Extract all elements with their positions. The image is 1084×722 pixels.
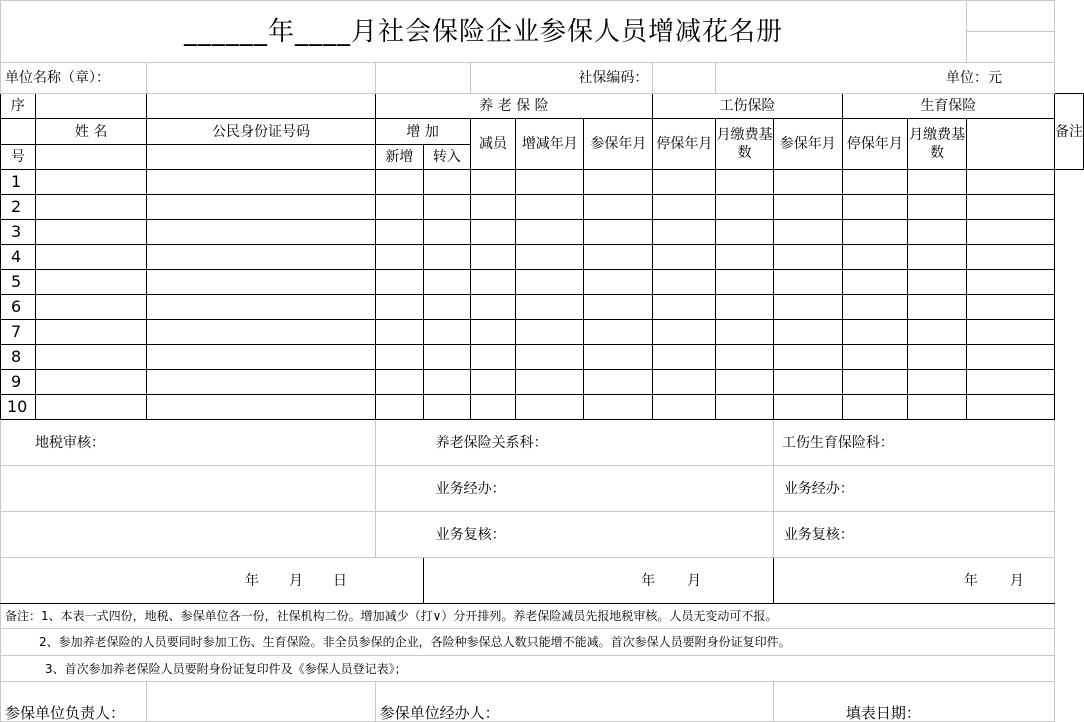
cell[interactable] <box>967 1 1055 32</box>
cell[interactable] <box>584 320 653 345</box>
id-cell[interactable] <box>147 395 375 420</box>
cell[interactable] <box>470 370 516 395</box>
cell[interactable] <box>424 220 471 245</box>
id-cell[interactable] <box>147 170 375 195</box>
injury-header: 工伤保险 <box>653 94 842 119</box>
cell[interactable] <box>584 220 653 245</box>
cell[interactable] <box>967 195 1055 220</box>
cell[interactable] <box>584 270 653 295</box>
cell[interactable] <box>470 170 516 195</box>
cell[interactable] <box>967 370 1055 395</box>
cell[interactable] <box>516 320 584 345</box>
decrease-header: 减员 <box>470 119 516 170</box>
cell[interactable] <box>773 395 842 420</box>
cell[interactable] <box>842 245 908 270</box>
cell[interactable] <box>842 395 908 420</box>
cell[interactable] <box>773 195 842 220</box>
name-cell[interactable] <box>35 195 147 220</box>
cell[interactable] <box>35 94 147 119</box>
new-header: 新增 <box>375 145 424 170</box>
row-number: 2 <box>1 195 36 220</box>
year-label: 年 <box>245 572 259 589</box>
unit-name-label: 单位名称（章）： <box>1 63 147 94</box>
cell[interactable] <box>716 320 774 345</box>
tax-date <box>1 558 424 604</box>
cell[interactable] <box>716 270 774 295</box>
cell[interactable] <box>1 512 376 558</box>
injury-clerk-label: 业务经办： <box>773 466 1054 512</box>
cell[interactable] <box>653 220 716 245</box>
pension-dept-label: 养老保险关系科： <box>375 420 773 466</box>
cell[interactable] <box>967 170 1055 195</box>
cell[interactable] <box>653 245 716 270</box>
cell[interactable] <box>35 145 147 170</box>
cell[interactable] <box>375 345 424 370</box>
id-cell[interactable] <box>147 245 375 270</box>
cell[interactable] <box>516 395 584 420</box>
cell[interactable] <box>584 370 653 395</box>
cell[interactable] <box>908 345 967 370</box>
cell[interactable] <box>584 170 653 195</box>
cell[interactable] <box>716 295 774 320</box>
cell[interactable] <box>584 395 653 420</box>
cell[interactable] <box>424 370 471 395</box>
cell[interactable] <box>470 395 516 420</box>
cell[interactable] <box>967 220 1055 245</box>
cell[interactable] <box>967 345 1055 370</box>
cell[interactable] <box>424 170 471 195</box>
row-number: 8 <box>1 345 36 370</box>
note-3: 3、首次参加养老保险人员要附身份证复印件及《参保人员登记表》； <box>1 656 1055 682</box>
injury-stop-month-header: 停保年月 <box>653 119 716 170</box>
cell[interactable] <box>584 245 653 270</box>
pension-recheck-label: 业务复核： <box>375 512 773 558</box>
name-cell[interactable] <box>35 270 147 295</box>
cell[interactable] <box>653 395 716 420</box>
cell[interactable] <box>842 270 908 295</box>
increase-header: 增 加 <box>375 119 470 145</box>
year-label: 年 <box>963 572 978 589</box>
cell[interactable] <box>470 345 516 370</box>
month-label: 月 <box>1009 572 1024 589</box>
cell[interactable] <box>424 395 471 420</box>
cell[interactable] <box>842 220 908 245</box>
name-cell[interactable] <box>35 345 147 370</box>
cell[interactable] <box>584 295 653 320</box>
maternity-stop-month-header: 停保年月 <box>842 119 908 170</box>
cell[interactable] <box>908 170 967 195</box>
cell[interactable] <box>147 94 375 119</box>
pension-clerk-label: 业务经办： <box>375 466 773 512</box>
cell[interactable] <box>653 170 716 195</box>
row-number: 4 <box>1 245 36 270</box>
cell[interactable] <box>908 295 967 320</box>
row-number: 9 <box>1 370 36 395</box>
name-cell[interactable] <box>35 170 147 195</box>
cell[interactable] <box>424 245 471 270</box>
cell[interactable] <box>375 270 424 295</box>
cell[interactable] <box>842 195 908 220</box>
name-cell[interactable] <box>35 295 147 320</box>
cell[interactable] <box>1 466 376 512</box>
injury-join-month-header: 参保年月 <box>584 119 653 170</box>
cell[interactable] <box>424 320 471 345</box>
row-number: 7 <box>1 320 36 345</box>
cell[interactable] <box>375 320 424 345</box>
injury-base-header: 月缴费基数 <box>716 119 774 170</box>
cell[interactable] <box>470 195 516 220</box>
cell[interactable] <box>842 370 908 395</box>
month-label: 月 <box>289 572 303 589</box>
cell[interactable] <box>375 220 424 245</box>
cell[interactable] <box>375 370 424 395</box>
cell[interactable] <box>375 170 424 195</box>
cell[interactable] <box>375 195 424 220</box>
cell[interactable] <box>773 270 842 295</box>
id-cell[interactable] <box>147 345 375 370</box>
cell[interactable] <box>773 220 842 245</box>
si-code-label: 社保编码： <box>470 63 653 94</box>
injury-recheck-label: 业务复核： <box>773 512 1054 558</box>
cell[interactable] <box>716 370 774 395</box>
seq-header-bottom: 号 <box>1 145 36 170</box>
cell[interactable] <box>584 345 653 370</box>
maternity-base-header: 月缴费基数 <box>908 119 967 170</box>
handler-label: 参保单位经办人： <box>375 682 773 722</box>
cell[interactable] <box>653 295 716 320</box>
cell[interactable] <box>516 295 584 320</box>
cell[interactable] <box>773 295 842 320</box>
cell[interactable] <box>773 370 842 395</box>
tax-review-label: 地税审核： <box>1 420 376 466</box>
id-cell[interactable] <box>147 295 375 320</box>
name-cell[interactable] <box>35 220 147 245</box>
cell[interactable] <box>653 270 716 295</box>
id-cell[interactable] <box>147 370 375 395</box>
cell[interactable] <box>967 295 1055 320</box>
currency-unit-label: 单位：元 <box>716 63 1055 94</box>
cell[interactable] <box>842 345 908 370</box>
cell[interactable] <box>424 270 471 295</box>
cell[interactable] <box>424 295 471 320</box>
cell[interactable] <box>967 320 1055 345</box>
date-label: 填表日期： <box>773 682 1054 722</box>
page-title: ______年____月社会保险企业参保人员增减花名册 <box>1 1 967 63</box>
cell[interactable] <box>908 370 967 395</box>
cell[interactable] <box>375 63 470 94</box>
id-cell[interactable] <box>147 195 375 220</box>
cell[interactable] <box>967 245 1055 270</box>
responsible-label: 参保单位负责人： <box>1 682 147 722</box>
name-cell[interactable] <box>35 320 147 345</box>
name-cell[interactable] <box>35 370 147 395</box>
row-number: 6 <box>1 295 36 320</box>
cell[interactable] <box>147 145 375 170</box>
name-cell[interactable] <box>35 245 147 270</box>
cell[interactable] <box>967 270 1055 295</box>
transfer-in-header: 转入 <box>424 145 471 170</box>
cell[interactable] <box>842 170 908 195</box>
seq-header: 序 <box>1 94 36 119</box>
name-cell[interactable] <box>35 395 147 420</box>
pension-date <box>424 558 774 604</box>
cell[interactable] <box>842 320 908 345</box>
cell[interactable] <box>147 682 375 722</box>
change-month-header: 增减年月 <box>516 119 584 170</box>
injury-dept-label: 工伤生育保险科： <box>773 420 1054 466</box>
cell[interactable] <box>908 245 967 270</box>
cell[interactable] <box>424 195 471 220</box>
cell[interactable] <box>470 220 516 245</box>
cell[interactable] <box>653 195 716 220</box>
cell[interactable] <box>470 295 516 320</box>
cell[interactable] <box>375 395 424 420</box>
cell[interactable] <box>716 245 774 270</box>
cell[interactable] <box>516 170 584 195</box>
row-number: 3 <box>1 220 36 245</box>
cell[interactable] <box>584 195 653 220</box>
cell[interactable] <box>653 370 716 395</box>
month-label: 月 <box>687 572 702 589</box>
cell[interactable] <box>842 295 908 320</box>
cell[interactable] <box>773 170 842 195</box>
row-number: 10 <box>1 395 36 420</box>
remark-header: 备注 <box>1055 94 1084 170</box>
cell[interactable] <box>773 245 842 270</box>
cell[interactable] <box>470 270 516 295</box>
id-header: 公民身份证号码 <box>147 119 375 145</box>
row-number: 5 <box>1 270 36 295</box>
cell[interactable] <box>653 345 716 370</box>
cell[interactable] <box>375 295 424 320</box>
cell[interactable] <box>516 345 584 370</box>
cell[interactable] <box>716 170 774 195</box>
cell[interactable] <box>716 220 774 245</box>
maternity-header: 生育保险 <box>842 94 1054 119</box>
cell[interactable] <box>967 32 1055 63</box>
cell[interactable] <box>516 245 584 270</box>
name-header: 姓 名 <box>35 119 147 145</box>
cell[interactable] <box>716 395 774 420</box>
pension-header: 养 老 保 险 <box>375 94 653 119</box>
id-cell[interactable] <box>147 270 375 295</box>
cell[interactable] <box>653 63 716 94</box>
cell[interactable] <box>908 195 967 220</box>
cell[interactable] <box>516 195 584 220</box>
cell[interactable] <box>716 195 774 220</box>
cell[interactable] <box>967 395 1055 420</box>
cell[interactable] <box>908 395 967 420</box>
cell[interactable] <box>1 119 36 145</box>
id-cell[interactable] <box>147 320 375 345</box>
cell[interactable] <box>716 345 774 370</box>
note-1: 备注：1、本表一式四份，地税、参保单位各一份，社保机构二份。增加减少（打∨）分开排列。养老保险减员先报地税审核。人员无变动可不报。 <box>1 604 1055 629</box>
note-2: 2、参加养老保险的人员要同时参加工伤、生育保险。非全员参保的企业，各险种参保总人数只能增不能减。首次参保人员要附身份证复印件。 <box>1 629 1055 656</box>
cell[interactable] <box>908 320 967 345</box>
cell[interactable] <box>908 220 967 245</box>
cell[interactable] <box>424 345 471 370</box>
cell[interactable] <box>908 270 967 295</box>
cell[interactable] <box>516 220 584 245</box>
cell[interactable] <box>653 320 716 345</box>
year-label: 年 <box>641 572 656 589</box>
injury-date <box>773 558 1054 604</box>
cell[interactable] <box>470 320 516 345</box>
maternity-join-month-header: 参保年月 <box>773 119 842 170</box>
cell[interactable] <box>773 345 842 370</box>
id-cell[interactable] <box>147 220 375 245</box>
cell[interactable] <box>516 270 584 295</box>
cell[interactable] <box>470 245 516 270</box>
day-label: 日 <box>333 572 347 589</box>
cell[interactable] <box>516 370 584 395</box>
cell[interactable] <box>147 63 375 94</box>
cell[interactable] <box>375 245 424 270</box>
cell[interactable] <box>773 320 842 345</box>
row-number: 1 <box>1 170 36 195</box>
